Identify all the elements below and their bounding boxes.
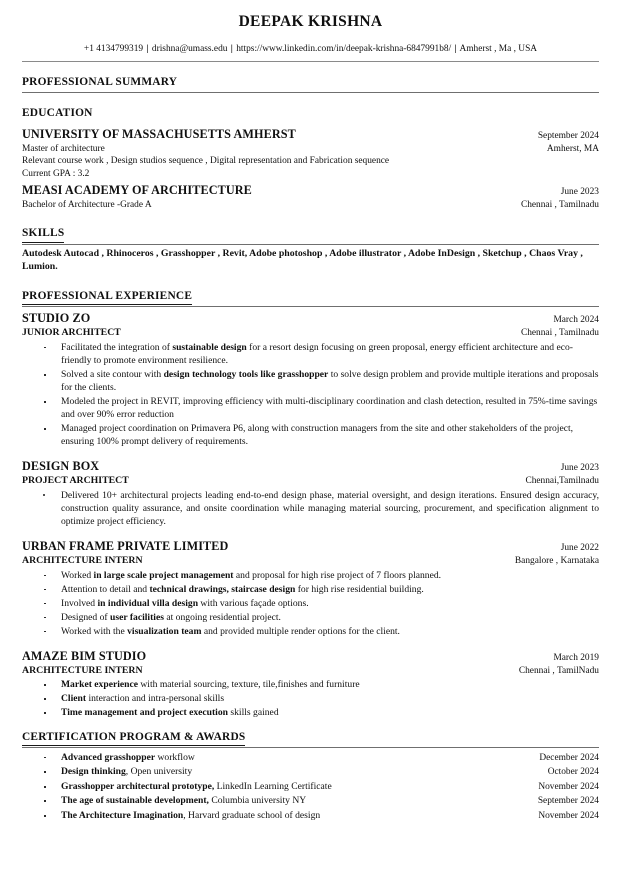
- experience-date: June 2023: [560, 463, 599, 474]
- experience-entry: [22, 459, 599, 528]
- experience-role: ARCHITECTURE INTERN: [22, 554, 143, 566]
- education-entry: [22, 183, 599, 212]
- section-professional-summary: [22, 72, 599, 92]
- education-school: MEASI ACADEMY OF ARCHITECTURE: [22, 182, 252, 197]
- experience-entry: [22, 649, 599, 720]
- experience-bullet: Designed of user facilities at ongoing residential project.: [22, 611, 599, 624]
- experience-bullet: Involved in individual villa design with various façade options.: [22, 597, 599, 610]
- section-certification: [22, 727, 599, 748]
- experience-date: June 2022: [560, 542, 599, 553]
- section-education: [22, 103, 599, 121]
- experience-role-row: [22, 665, 599, 678]
- experience-bullet: Time management and project execution skills gained: [22, 706, 599, 719]
- education-location: Chennai , Tamilnadu: [520, 199, 599, 210]
- certification-date: December 2024: [539, 752, 599, 763]
- experience-role: JUNIOR ARCHITECT: [22, 327, 121, 339]
- certification-label: The age of sustainable development, Columbia university NY: [61, 795, 307, 807]
- experience-bullet: Worked in large scale project management and proposal for high rise project of 7 floors planned.: [22, 569, 599, 582]
- experience-bullet: Delivered 10+ architectural projects leading end-to-end design phase, material oversight, and design iterations. Ensured design accuracy, construction quality assurance, and onsite coordination while managing material sourcing, procurement, and specification alignment to optimize project efficiency.: [22, 489, 599, 528]
- experience-bullet-list: [22, 569, 599, 638]
- certification-item: [22, 809, 599, 824]
- education-entry: [22, 127, 599, 181]
- certification-item: [22, 765, 599, 780]
- experience-list: [22, 311, 599, 719]
- education-school: UNIVERSITY OF MASSACHUSETTS AMHERST: [22, 126, 296, 141]
- certification-label: Grasshopper architectural prototype, LinkedIn Learning Certificate: [61, 780, 332, 792]
- experience-company-row: [22, 649, 599, 665]
- experience-bullet: Worked with the visualization team and provided multiple render options for the client.: [22, 625, 599, 638]
- skills-divider: [22, 244, 599, 245]
- experience-company: STUDIO ZO: [22, 311, 91, 326]
- linkedin-link[interactable]: https://www.linkedin.com/in/deepak-krishna-6847991b8/: [236, 44, 452, 55]
- experience-bullet: Attention to detail and technical drawings, staircase design for high rise residential building.: [22, 583, 599, 596]
- section-title-skills: SKILLS: [22, 226, 64, 242]
- certification-divider: [22, 747, 599, 748]
- experience-date: March 2019: [553, 652, 599, 663]
- separator-1: |: [146, 44, 149, 55]
- certification-label: Design thinking, Open university: [61, 766, 193, 778]
- education-gpa: Current GPA : 3.2: [22, 169, 90, 180]
- experience-company-row: [22, 459, 599, 475]
- page-title: DEEPAK KRISHNA: [238, 13, 383, 30]
- certification-date: November 2024: [538, 781, 599, 792]
- education-coursework: Relevant course work , Design studios sequence , Digital representation and Fabrication sequence: [22, 156, 390, 167]
- experience-bullet: Managed project coordination on Primavera P6, along with construction managers from the site and other stakeholders of the project, ensuring 100% prompt delivery of requirements.: [22, 422, 599, 448]
- certification-label: The Architecture Imagination, Harvard graduate school of design: [61, 810, 321, 822]
- certification-item: [22, 751, 599, 766]
- certification-item: [22, 780, 599, 795]
- separator-3: |: [454, 44, 457, 55]
- education-location: Amherst, MA: [546, 143, 599, 154]
- experience-role-row: [22, 327, 599, 340]
- experience-company-row: [22, 539, 599, 555]
- certification-date: October 2024: [547, 767, 599, 778]
- education-degree: Bachelor of Architecture -Grade A: [22, 199, 152, 210]
- experience-bullet: Modeled the project in REVIT, improving efficiency with multi-disciplinary coordination and clash detection, resulted in 75%-time savings and over 90% error reduction: [22, 395, 599, 421]
- separator-2: |: [230, 44, 233, 55]
- experience-company: URBAN FRAME PRIVATE LIMITED: [22, 538, 229, 553]
- experience-bullet: Facilitated the integration of sustainable design for a resort design focusing on green proposal, energy efficient architecture and eco- friendly to promote environment resilience.: [22, 341, 599, 367]
- experience-location: Chennai , TamilNadu: [518, 665, 599, 676]
- experience-location: Chennai , Tamilnadu: [520, 328, 599, 339]
- phone-text: +1 4134799319: [83, 44, 144, 55]
- section-title-summary: PROFESSIONAL SUMMARY: [22, 76, 178, 89]
- experience-role: ARCHITECTURE INTERN: [22, 664, 143, 676]
- section-professional-experience: [22, 286, 599, 307]
- experience-bullet: Market experience with material sourcing, texture, tile,finishes and furniture: [22, 678, 599, 691]
- experience-bullet-list: [22, 489, 599, 528]
- certification-item: [22, 794, 599, 809]
- experience-role-row: [22, 555, 599, 568]
- experience-entry: [22, 539, 599, 638]
- certification-date: November 2024: [538, 811, 599, 822]
- experience-bullet: Solved a site contour with design technology tools like grasshopper to solve design problem and provide multiple iterations and proposals for the clients.: [22, 368, 599, 394]
- experience-company: AMAZE BIM STUDIO: [22, 648, 147, 663]
- experience-bullet-list: [22, 341, 599, 448]
- section-skills: [22, 223, 599, 274]
- contact-line: [22, 43, 599, 55]
- experience-location: Chennai,Tamilnadu: [525, 476, 599, 487]
- experience-location: Bangalore , Karnataka: [514, 555, 599, 566]
- experience-entry: [22, 311, 599, 448]
- skills-list: Autodesk Autocad , Rhinoceros , Grasshopper , Revit, Adobe photoshop , Adobe illustrator , Adobe InDesign , Sketchup , Chaos Vray , Lumion.: [22, 247, 583, 273]
- section-title-experience: PROFESSIONAL EXPERIENCE: [22, 289, 192, 305]
- experience-company-row: [22, 311, 599, 327]
- certification-date: September 2024: [537, 796, 599, 807]
- experience-role: PROJECT ARCHITECT: [22, 475, 129, 487]
- section-title-certification: CERTIFICATION PROGRAM & AWARDS: [22, 730, 245, 746]
- location-text: Amherst , Ma , USA: [459, 44, 538, 55]
- email-text[interactable]: drishna@umass.edu: [151, 44, 228, 55]
- education-date: June 2023: [560, 186, 599, 197]
- section-title-education: EDUCATION: [22, 106, 93, 119]
- experience-role-row: [22, 475, 599, 488]
- education-degree: Master of architecture: [22, 143, 105, 154]
- experience-bullet: Client interaction and intra-personal skills: [22, 692, 599, 705]
- certification-list: [22, 751, 599, 824]
- experience-company: DESIGN BOX: [22, 459, 100, 474]
- experience-bullet-list: [22, 678, 599, 719]
- certification-label: Advanced grasshopper workflow: [61, 751, 195, 763]
- education-date: September 2024: [537, 130, 599, 141]
- experience-date: March 2024: [553, 315, 599, 326]
